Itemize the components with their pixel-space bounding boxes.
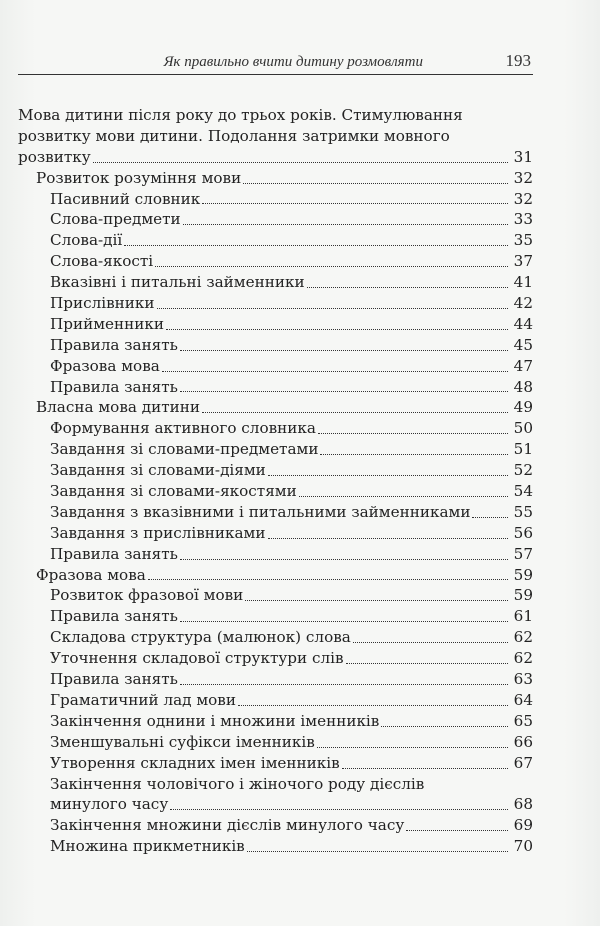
toc-entries (18, 168, 533, 857)
toc-entry-label: Правила занять (50, 335, 178, 354)
toc-entry (18, 460, 533, 481)
toc-entry-label: Розвиток фразової мови (50, 586, 244, 605)
dot-leader (183, 224, 508, 225)
dot-leader (299, 496, 508, 497)
toc-entry-page: 37 (513, 252, 533, 271)
toc-entry-page: 63 (513, 670, 533, 689)
toc-entry (18, 168, 533, 189)
toc-entry (18, 585, 533, 606)
toc-entry-label: Утворення складних імен іменників (50, 753, 340, 772)
toc-entry (18, 189, 533, 210)
toc-entry-page: 54 (513, 482, 533, 501)
toc-entry-page: 68 (513, 795, 533, 814)
dot-leader (353, 642, 508, 643)
toc-entry-page: 45 (513, 335, 533, 354)
toc-entry-label: Завдання зі словами-предметами (50, 440, 319, 459)
dot-leader (180, 684, 508, 685)
dot-leader (124, 245, 508, 246)
toc-entry-page: 51 (513, 440, 533, 459)
toc-entry-page: 61 (513, 607, 533, 626)
toc-entry (18, 732, 533, 753)
toc-entry (18, 439, 533, 460)
toc-entry-page: 64 (513, 690, 533, 709)
toc-entry-page: 48 (513, 377, 533, 396)
toc-entry-label: минулого часу (50, 795, 169, 814)
toc-entry-page: 32 (513, 168, 533, 187)
toc-entry (18, 356, 533, 377)
dot-leader (268, 475, 508, 476)
dot-leader (202, 203, 508, 204)
toc-entry-page: 56 (513, 523, 533, 542)
dot-leader (170, 809, 508, 810)
dot-leader (238, 705, 508, 706)
toc-entry-page: 67 (513, 753, 533, 772)
toc-entry (18, 711, 533, 732)
table-of-contents (18, 105, 533, 857)
toc-entry-label: розвитку (18, 147, 91, 166)
toc-entry (18, 418, 533, 439)
dot-leader (243, 183, 508, 184)
toc-section-line: розвитку мови дитини. Подолання затримки мовного (18, 126, 450, 145)
toc-entry (18, 544, 533, 565)
toc-entry-label: Фразова мова (36, 565, 146, 584)
dot-leader (318, 433, 508, 434)
toc-entry (18, 397, 533, 418)
toc-entry-label: Формування активного словника (50, 419, 316, 438)
toc-entry-label: Завдання з прислівниками (50, 523, 266, 542)
toc-entry-label: Множина прикметників (50, 837, 245, 856)
dot-leader (472, 517, 508, 518)
toc-entry-label: Зменшувальні суфікси іменників (50, 732, 315, 751)
toc-entry (18, 753, 533, 774)
dot-leader (93, 162, 508, 163)
dot-leader (202, 412, 508, 413)
dot-leader (245, 600, 508, 601)
toc-entry-label: Завдання з вказівними і питальними займенниками (50, 502, 471, 521)
dot-leader (320, 454, 508, 455)
page-number: 193 (505, 51, 531, 70)
toc-entry-label: Завдання зі словами-якостями (50, 482, 297, 501)
toc-entry-label: Складова структура (малюнок) слова (50, 628, 351, 647)
toc-section-entry (18, 147, 533, 168)
toc-entry-page: 70 (513, 837, 533, 856)
toc-entry-label: Закінчення множини дієслів минулого часу (50, 816, 405, 835)
toc-entry-page: 59 (513, 586, 533, 605)
dot-leader (268, 538, 509, 539)
toc-entry-page: 47 (513, 356, 533, 375)
toc-entry-label: Слова-якості (50, 252, 154, 271)
dot-leader (162, 371, 508, 372)
toc-entry-page: 32 (513, 189, 533, 208)
toc-entry-line: Закінчення чоловічого і жіночого роду дієслів (50, 774, 425, 793)
toc-entry (18, 335, 533, 356)
dot-leader (155, 266, 508, 267)
toc-entry-page: 35 (513, 231, 533, 250)
toc-entry-page: 57 (513, 544, 533, 563)
toc-entry-page: 59 (513, 565, 533, 584)
toc-entry-label: Уточнення складової структури слів (50, 649, 344, 668)
toc-entry-page: 41 (513, 273, 533, 292)
toc-entry-page: 62 (513, 649, 533, 668)
running-title: Як правильно вчити дитину розмовляти (163, 54, 423, 70)
toc-entry-label: Фразова мова (50, 356, 160, 375)
toc-entry-label: Пасивний словник (50, 189, 201, 208)
toc-entry-page: 62 (513, 628, 533, 647)
toc-entry-page: 42 (513, 294, 533, 312)
toc-entry (18, 669, 533, 690)
toc-entry (18, 502, 533, 523)
toc-entry-page: 44 (513, 314, 533, 333)
toc-entry (18, 209, 533, 230)
toc-entry-page: 52 (513, 461, 533, 480)
toc-entry-label: Граматичний лад мови (50, 690, 236, 709)
toc-entry (18, 481, 533, 502)
toc-entry-page: 50 (513, 419, 533, 438)
toc-entry-label: Закінчення однини і множини іменників (50, 711, 380, 730)
toc-entry (18, 251, 533, 272)
toc-section-heading (18, 105, 533, 168)
running-header (18, 50, 533, 75)
toc-entry (18, 627, 533, 648)
toc-section-line: Мова дитини після року до трьох років. Стимулювання (18, 106, 463, 124)
toc-entry-label: Розвиток розуміння мови (36, 168, 242, 187)
dot-leader (342, 768, 508, 769)
toc-entry (18, 606, 533, 627)
dot-leader (381, 726, 508, 727)
toc-entry-page: 65 (513, 711, 533, 730)
dot-leader (180, 621, 508, 622)
toc-entry-label: Слова-дії (50, 231, 123, 250)
dot-leader (317, 747, 508, 748)
dot-leader (247, 851, 508, 852)
toc-entry (18, 815, 533, 836)
toc-entry (18, 314, 533, 335)
toc-entry-label: Прислівники (50, 294, 155, 312)
dot-leader (180, 350, 508, 351)
toc-entry (18, 230, 533, 251)
toc-entry-page: 69 (513, 816, 533, 835)
toc-entry (18, 293, 533, 314)
toc-entry-label: Слова-предмети (50, 210, 181, 229)
dot-leader (406, 830, 508, 831)
toc-entry-page: 33 (513, 210, 533, 229)
dot-leader (157, 308, 508, 309)
toc-entry (18, 523, 533, 544)
toc-entry-label: Правила занять (50, 377, 178, 396)
toc-entry-page: 55 (513, 502, 533, 521)
toc-entry (18, 565, 533, 586)
toc-entry (18, 836, 533, 857)
toc-entry (18, 272, 533, 293)
dot-leader (180, 559, 508, 560)
dot-leader (148, 579, 508, 580)
toc-entry-label: Власна мова дитини (36, 398, 201, 417)
toc-entry-label: Правила занять (50, 607, 178, 626)
toc-entry (18, 648, 533, 669)
toc-entry-label: Завдання зі словами-діями (50, 461, 266, 480)
toc-entry-label: Правила занять (50, 670, 178, 689)
toc-entry-page: 49 (513, 398, 533, 417)
toc-entry (18, 794, 533, 815)
dot-leader (346, 663, 508, 664)
dot-leader (180, 391, 508, 392)
toc-entry-page: 66 (513, 732, 533, 751)
toc-entry-label: Вказівні і питальні займенники (50, 273, 305, 292)
toc-entry-label: Прийменники (50, 314, 164, 333)
dot-leader (307, 287, 508, 288)
toc-entry-page: 31 (513, 147, 533, 166)
toc-entry-label: Правила занять (50, 544, 178, 563)
dot-leader (166, 329, 508, 330)
toc-entry (18, 690, 533, 711)
toc-entry (18, 377, 533, 398)
